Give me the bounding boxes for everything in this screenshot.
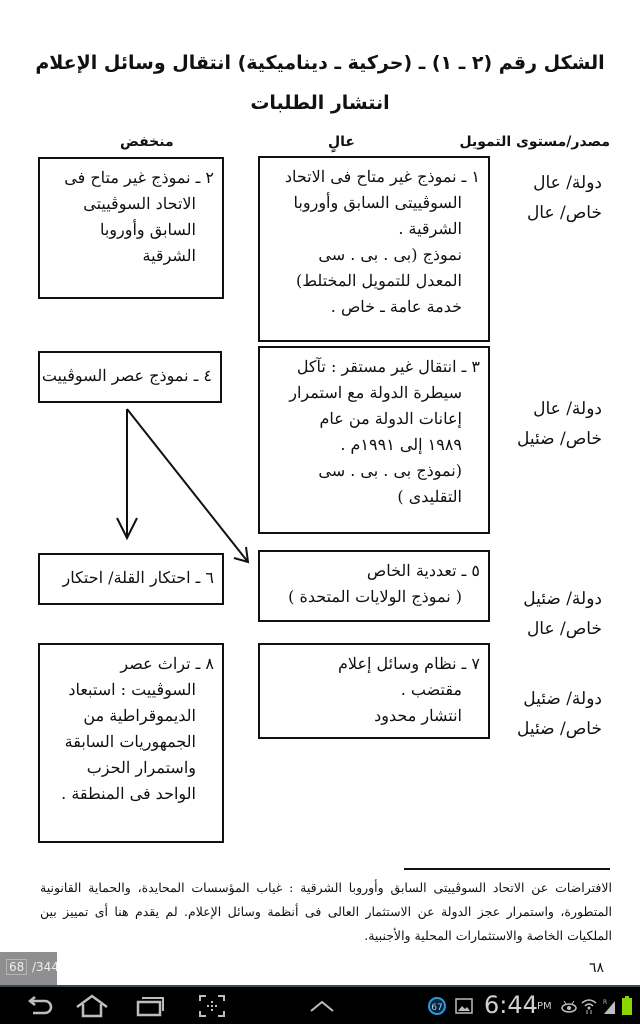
home-icon bbox=[75, 994, 109, 1018]
box-6: ٦ ـ احتكار القلة/ احتكار bbox=[38, 553, 224, 605]
back-button[interactable] bbox=[18, 987, 62, 1024]
recent-apps-icon bbox=[135, 995, 165, 1017]
figure-subtitle: انتشار الطلبات bbox=[250, 92, 390, 114]
svg-text:67: 67 bbox=[431, 1002, 443, 1013]
footnote-text: الافتراضات عن الاتحاد السوڤييتى السابق وأوروبا الشرقية : غياب المؤسسات المحايدة، والحماية القانونية المتطورة، واستمرار عجز الدولة عن الاستثمار العالى فى أنظمة وسائل الإعلام. لم يقدم هنا أى تمييز بين الملكيات الخاصة والاستثمارات المحلية والأجنبية. bbox=[40, 880, 612, 943]
box-1: ١ ـ نموذج غير متاح فى الاتحاد السوڤييتى السابق وأوروبا الشرقية . نموذج (بى . بى . سى المعدل للتمويل المختلط) خدمة عامة ـ خاص . bbox=[258, 156, 490, 342]
column-header-low: منخفض bbox=[120, 134, 174, 150]
clock-ampm: PM bbox=[537, 1001, 552, 1012]
box-7: ٧ ـ نظام وسائل إعلام مقتضب . انتشار محدود bbox=[258, 643, 490, 739]
clock-time: 6:44 bbox=[484, 991, 538, 1019]
signal-icon bbox=[601, 997, 617, 1015]
row-label-4: دولة/ ضئيل خاص/ ضئيل bbox=[517, 689, 602, 739]
system-navigation-bar bbox=[0, 985, 640, 1024]
screenshot-button[interactable] bbox=[190, 987, 234, 1024]
box-2: ٢ ـ نموذج غير متاح فى الاتحاد السوڤييتى السابق وأوروبا الشرقية bbox=[38, 157, 224, 299]
wifi-indicator bbox=[580, 987, 598, 1024]
row-label-1: دولة/ عال خاص/ عال bbox=[526, 173, 602, 223]
arrow-4-to-5 bbox=[127, 409, 248, 562]
notification-count-icon bbox=[427, 996, 447, 1016]
expand-button[interactable] bbox=[300, 987, 344, 1024]
box-4: ٤ ـ نموذج عصر السوڤييت bbox=[38, 351, 222, 403]
figure-title: الشكل رقم (٢ ـ ١) ـ (حركية ـ ديناميكية) انتقال وسائل الإعلام bbox=[35, 52, 605, 74]
column-header-source: مصدر/مستوى التمويل bbox=[459, 134, 610, 150]
wifi-icon bbox=[581, 997, 597, 1015]
box-8: ٨ ـ تراث عصر السوڤييت : استبعاد الديموقراطية من الجمهوريات السابقة واستمرار الحزب الواحد فى المنطقة . bbox=[38, 643, 224, 843]
back-icon bbox=[25, 995, 55, 1017]
footnote-separator bbox=[404, 868, 610, 870]
page-indicator[interactable] bbox=[0, 952, 57, 986]
signal-indicator bbox=[600, 987, 618, 1024]
box-5: ٥ ـ تعددية الخاص ( نموذج الولايات المتحدة ) bbox=[258, 550, 490, 622]
row-label-2: دولة/ عال خاص/ ضئيل bbox=[517, 399, 602, 449]
battery-icon bbox=[622, 996, 632, 1016]
recent-apps-button[interactable] bbox=[128, 987, 172, 1024]
svg-text:R: R bbox=[603, 998, 608, 1006]
total-pages: /344 bbox=[32, 960, 59, 974]
column-header-high: عالٍ bbox=[328, 134, 355, 150]
home-button[interactable] bbox=[70, 987, 114, 1024]
chevron-up-icon bbox=[309, 999, 335, 1013]
gallery-notification[interactable] bbox=[453, 987, 475, 1024]
notification-badge[interactable] bbox=[426, 987, 448, 1024]
battery-indicator bbox=[620, 987, 634, 1024]
screenshot-icon bbox=[198, 994, 226, 1018]
row-label-3: دولة/ ضئيل خاص/ عال bbox=[523, 589, 602, 639]
image-icon bbox=[455, 998, 473, 1014]
eye-icon bbox=[561, 999, 577, 1013]
box-3: ٣ ـ انتقال غير مستقر : تآكل سيطرة الدولة مع استمرار إعانات الدولة من عام ١٩٨٩ إلى ١٩٩١م . (نموذج بى . بى . سى التقليدى ) bbox=[258, 346, 490, 534]
current-page[interactable]: 68 bbox=[6, 959, 27, 975]
page-number: ٦٨ bbox=[588, 960, 604, 976]
smart-stay-indicator bbox=[560, 987, 578, 1024]
